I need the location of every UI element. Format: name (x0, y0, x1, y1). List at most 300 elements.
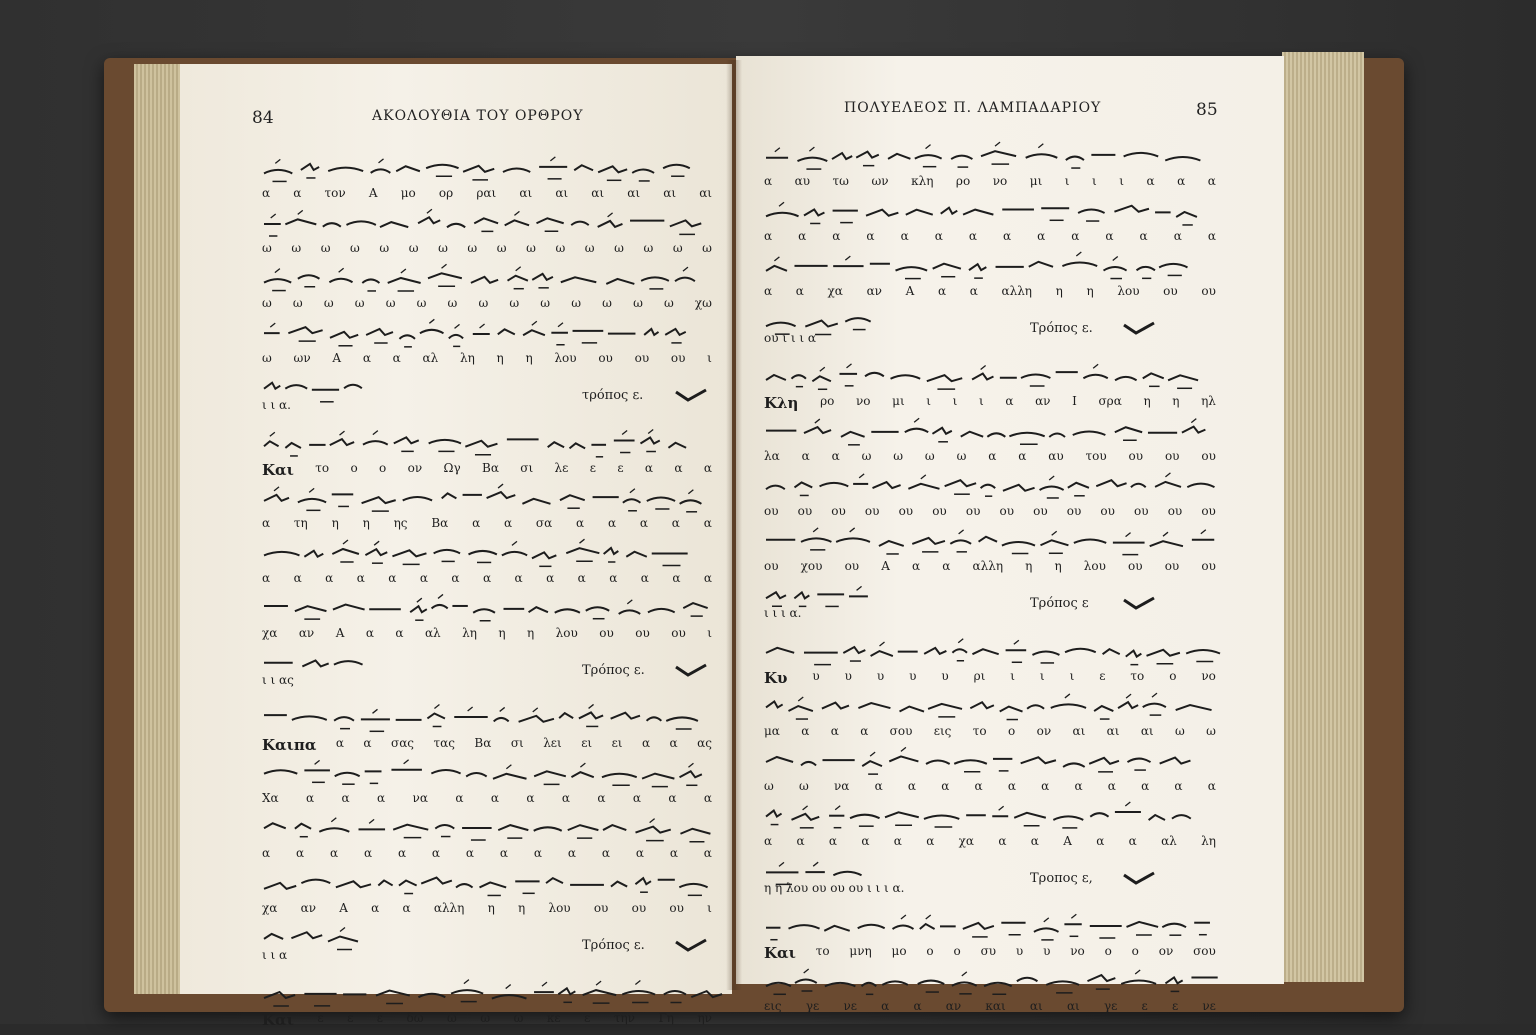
lyric-syllable: ο (1131, 944, 1139, 958)
neume-staff (764, 364, 1216, 394)
neume-mark (1009, 433, 1044, 437)
lyric-syllable: αλλη (972, 559, 1004, 573)
neume-mark (376, 991, 410, 996)
neume-mark (1168, 375, 1198, 380)
neume-mark (328, 168, 363, 172)
music-line (262, 266, 712, 320)
neume-mark (766, 213, 799, 217)
neume-mark (801, 762, 816, 766)
neume-mark (766, 757, 793, 762)
lyric-syllable: α (968, 229, 977, 243)
neume-mark (302, 660, 328, 666)
neume-mark (332, 549, 359, 554)
neume-mark (665, 329, 686, 335)
neume-mark (403, 497, 432, 501)
accent-mark (298, 210, 303, 214)
lyric-syllable: αι (1066, 999, 1080, 1013)
neume-mark (371, 169, 391, 173)
lyric-syllable: α (1207, 174, 1216, 188)
tropos-line (764, 584, 1216, 626)
neume-mark (602, 774, 637, 778)
lyric-syllable: ου (635, 626, 650, 640)
accent-mark (630, 489, 635, 493)
accent-mark (683, 267, 688, 271)
lyrics-row (764, 559, 1216, 579)
accent-mark (648, 430, 653, 434)
lyrics-row (262, 846, 712, 866)
neume-mark (396, 166, 420, 171)
neume-mark (766, 701, 783, 707)
lyrics-row (262, 351, 712, 371)
neume-mark (492, 995, 527, 999)
neume-staff (262, 156, 712, 186)
accent-mark (270, 323, 275, 327)
neume-mark (1063, 763, 1085, 767)
accent-mark (1113, 257, 1118, 261)
music-line (262, 706, 712, 760)
lyric-syllable: ω (526, 241, 536, 255)
accent-mark (506, 985, 511, 989)
neume-mark (559, 713, 573, 718)
lyric-syllable: ου (764, 559, 779, 573)
lyric-syllable: α (1096, 834, 1105, 848)
neume-mark (534, 827, 562, 831)
neume-mark (498, 825, 528, 830)
lyric-syllable: α (482, 571, 492, 585)
lyric-syllable: α (561, 791, 570, 805)
lyric-syllable: νο (1201, 669, 1216, 683)
neume-mark (330, 439, 354, 445)
lyric-syllable: ο (1104, 944, 1112, 958)
neume-mark (1049, 433, 1065, 437)
neume-mark (264, 279, 291, 283)
lyric-syllable: ι (707, 901, 712, 915)
accent-mark (857, 586, 862, 590)
lyric-syllable: α (900, 229, 909, 243)
lyric-syllable: ου (764, 504, 779, 518)
lyric-syllable: ω (861, 449, 872, 463)
neume-mark (410, 606, 427, 612)
lyric-syllable: αν (298, 626, 315, 640)
lyric-syllable: το (815, 944, 830, 958)
tropos-line (764, 859, 1216, 901)
lyric-syllable: α (362, 351, 371, 365)
lyric-syllable: ε (1141, 999, 1148, 1013)
lyric-syllable: ου (965, 504, 981, 518)
neume-mark (666, 717, 698, 721)
lyric-syllable: α (941, 779, 950, 793)
neume-staff (262, 321, 712, 351)
ison-mark (1122, 321, 1156, 337)
lyric-syllable: μι (892, 394, 905, 408)
lyric-syllable: α (295, 846, 305, 860)
neume-mark (1040, 540, 1068, 545)
lyric-syllable: η (1055, 284, 1063, 298)
lyrics-row (262, 571, 712, 591)
lyric-syllable: ηλ (1201, 394, 1216, 408)
neume-mark (648, 609, 675, 613)
lyric-syllable: ου (593, 901, 609, 915)
lyric-syllable: α (893, 834, 902, 848)
lyric-syllable: εις (933, 724, 952, 738)
neume-mark (896, 267, 928, 271)
neume-mark (365, 549, 387, 555)
lyrics-row (764, 834, 1216, 854)
lyric-syllable: ι (707, 351, 712, 365)
accent-mark (914, 418, 919, 422)
lyric-syllable: ε (589, 461, 596, 475)
lyric-syllable: ου (844, 559, 860, 573)
lyric-syllable: ον (1036, 724, 1052, 738)
lyric-syllable: α (640, 571, 649, 585)
lyric-syllable: αι (699, 186, 712, 200)
lyric-syllable: νε (843, 999, 857, 1013)
neume-staff (764, 694, 1216, 724)
left-page-header (180, 108, 732, 138)
neume-mark (951, 156, 972, 160)
lyric-syllable: α (397, 846, 407, 860)
lyric-syllable: α (567, 846, 576, 860)
neume-mark (1127, 922, 1159, 927)
neume-mark (871, 651, 893, 656)
neume-mark (866, 210, 898, 216)
lyric-syllable: ω (702, 241, 712, 255)
accent-mark (309, 488, 314, 492)
neume-mark (301, 164, 319, 170)
lyric-syllable: α (1207, 779, 1216, 793)
lyric-syllable: Βα (431, 516, 449, 530)
accent-mark (859, 474, 864, 478)
neume-mark (889, 756, 918, 761)
neume-staff (262, 266, 712, 296)
neume-mark (1094, 706, 1113, 711)
lyric-syllable: α (499, 846, 508, 860)
neume-mark (1121, 980, 1156, 984)
lyric-syllable: ου (670, 351, 686, 365)
lyric-syllable: η (331, 516, 339, 530)
lyrics-row (764, 449, 1216, 469)
neume-mark (626, 552, 647, 557)
neume-mark (885, 812, 919, 817)
lyric-syllable: α (1173, 229, 1182, 243)
neume-mark (1160, 758, 1191, 764)
neume-mark (1165, 157, 1200, 161)
neume-staff (262, 926, 382, 948)
lyric-syllable: α (1128, 834, 1137, 848)
neume-mark (1003, 485, 1035, 491)
neume-mark (1046, 981, 1079, 985)
lyric-syllable: σι (520, 461, 534, 475)
lyrics-row (262, 626, 712, 646)
neume-mark (583, 990, 617, 995)
accent-mark (374, 541, 379, 545)
neume-mark (1187, 484, 1214, 488)
neume-mark (680, 771, 702, 777)
lyric-syllable: τω (832, 174, 849, 188)
lyrics-row (764, 174, 1216, 194)
neume-mark (981, 485, 996, 489)
neume-mark (378, 880, 392, 885)
neume-mark (1014, 813, 1046, 818)
neume-mark (1074, 539, 1106, 543)
neume-mark (574, 165, 593, 170)
music-line (262, 321, 712, 375)
music-line (764, 749, 1216, 803)
lyric-syllable: ι (952, 394, 958, 408)
neume-mark (820, 483, 849, 487)
accent-mark (1165, 473, 1170, 477)
neume-mark (503, 169, 530, 173)
neume-mark (392, 550, 426, 556)
neume-mark (1143, 704, 1166, 708)
lyrics-row (764, 229, 1216, 249)
neume-staff (764, 804, 1216, 834)
accent-mark (921, 475, 926, 479)
lyric-syllable: ου (1201, 559, 1216, 573)
lyric-syllable: α (1177, 174, 1186, 188)
neume-mark (1034, 928, 1059, 932)
lyric-syllable: χα (262, 626, 278, 640)
accent-mark (798, 697, 803, 701)
lyric-syllable: α (635, 846, 644, 860)
neume-mark (1026, 154, 1058, 158)
music-line (262, 761, 712, 815)
neume-mark (264, 992, 295, 998)
neume-staff (262, 541, 712, 571)
lyric-syllable: Α (881, 559, 890, 573)
lyric-syllable: α (861, 834, 870, 848)
lyric-syllable: α (402, 901, 411, 915)
accent-mark (999, 806, 1004, 810)
accent-mark (958, 639, 963, 643)
neume-mark (766, 983, 791, 987)
neume-mark (1053, 816, 1083, 820)
ison-stroke (1124, 598, 1154, 608)
lyric-syllable: ου (634, 351, 650, 365)
neume-mark (812, 376, 831, 381)
accent-mark (340, 431, 345, 435)
neume-mark (285, 385, 307, 389)
neume-mark (972, 374, 993, 380)
neume-mark (1021, 375, 1050, 379)
right-running-title: ΠΟΛΥΕΛΕΟΣ Π. ΛΑΜΠΑΔΑΡΙΟΥ (844, 100, 1102, 116)
lyric-syllable: σα (535, 516, 553, 530)
neume-mark (623, 499, 641, 503)
lyric-syllable: κλη (911, 174, 934, 188)
neume-mark (427, 713, 445, 718)
left-page-edges (134, 64, 182, 994)
lyric-syllable: αυ (1048, 449, 1064, 463)
lyric-syllable: α (392, 351, 401, 365)
lyric-syllable: α (451, 571, 460, 585)
neume-mark (794, 482, 812, 487)
lyric-syllable: ου (1128, 559, 1143, 573)
accent-mark (270, 432, 275, 436)
neume-mark (362, 497, 396, 503)
neume-mark (1087, 975, 1115, 981)
lyric-syllable: μνη (849, 944, 872, 958)
neume-mark (664, 991, 686, 995)
music-line (764, 529, 1216, 583)
lyric-syllable: αι (519, 186, 533, 200)
lyric-syllable: αν (866, 284, 882, 298)
lyric-syllable: σου (889, 724, 913, 738)
neume-mark (640, 438, 659, 444)
lyric-syllable: α (1105, 229, 1114, 243)
lyric-syllable: Βα (474, 736, 492, 750)
neume-mark (264, 441, 279, 446)
lyric-syllable: α (419, 571, 428, 585)
lyric-syllable: ου (1201, 284, 1216, 298)
neume-mark (292, 716, 327, 720)
lyric-syllable: μο (891, 944, 907, 958)
lyric-syllable: α (1107, 779, 1116, 793)
lyric-syllable: ω (478, 296, 489, 310)
neume-mark (797, 158, 827, 162)
lyric-syllable: αλ (422, 351, 439, 365)
neume-mark (323, 223, 341, 227)
lyric-syllable: σι (510, 736, 524, 750)
lyric-syllable: α (526, 791, 535, 805)
neume-mark (471, 277, 498, 283)
accent-mark (580, 763, 585, 767)
neume-mark (1017, 978, 1038, 982)
neume-mark (394, 437, 419, 443)
lyric-syllable: η (1172, 394, 1180, 408)
neume-mark (1182, 427, 1205, 433)
accent-mark (688, 763, 693, 767)
accent-mark (813, 528, 818, 532)
accent-mark (995, 142, 1000, 146)
neume-mark (1029, 262, 1053, 267)
neume-mark (380, 222, 408, 227)
neume-staff (262, 376, 382, 398)
right-page-header (736, 100, 1284, 130)
neume-mark (1165, 977, 1182, 983)
lyric-syllable: η (525, 351, 533, 365)
music-line (262, 156, 712, 210)
neume-mark (442, 493, 457, 498)
neume-mark (1000, 707, 1023, 712)
neume-mark (399, 881, 417, 886)
neume-mark (421, 878, 452, 884)
lyric-syllable: α (306, 791, 315, 805)
lyric-syllable: ω (323, 296, 334, 310)
lyrics-row (262, 461, 712, 481)
neume-mark (1002, 542, 1035, 546)
neume-staff (262, 651, 382, 673)
neume-mark (1143, 373, 1164, 378)
neume-mark (1096, 480, 1126, 486)
lyric-syllable: α (395, 626, 404, 640)
neume-staff (262, 816, 712, 846)
lyric-syllable: αλ (424, 626, 441, 640)
lyric-syllable: γε (805, 999, 820, 1013)
neume-mark (972, 649, 998, 654)
lyric-syllable: α (377, 791, 386, 805)
lyric-syllable: σρα (1098, 394, 1122, 408)
accent-mark (1014, 640, 1019, 644)
neume-mark (264, 495, 289, 501)
lyric-syllable: ι (978, 394, 984, 408)
lyric-syllable: λου (555, 626, 578, 640)
neume-mark (468, 551, 496, 555)
neume-mark (534, 771, 566, 776)
lyric-syllable: η (1143, 394, 1151, 408)
lyric-syllable: ρο (955, 174, 971, 188)
neume-mark (426, 165, 458, 169)
lyric-syllable: α (764, 284, 773, 298)
neume-mark (474, 218, 498, 223)
lyric-syllable: τας (433, 736, 455, 750)
neume-mark (906, 210, 933, 215)
neume-mark (1066, 157, 1084, 161)
neume-mark (647, 717, 662, 721)
neume-staff (764, 914, 1216, 944)
lyric-syllable: κε (546, 1011, 561, 1025)
neume-mark (912, 538, 945, 544)
lyric-syllable: ω (924, 449, 935, 463)
gutter (726, 60, 742, 990)
neume-mark (926, 760, 950, 764)
accent-mark (369, 819, 374, 823)
music-line (764, 254, 1216, 308)
neume-mark (766, 375, 786, 380)
lyric-syllable: του (1085, 449, 1107, 463)
neume-mark (862, 983, 877, 987)
lyric-syllable: υ (844, 669, 852, 683)
lyric-syllable: Α (905, 284, 915, 298)
accent-mark (879, 642, 884, 646)
lyric-syllable: ι (1069, 669, 1075, 683)
neume-mark (622, 991, 655, 995)
neume-mark (571, 222, 589, 226)
neume-staff (262, 596, 712, 626)
accent-mark (850, 528, 855, 532)
neume-mark (1103, 649, 1120, 654)
neume-mark (663, 165, 690, 169)
accent-mark (1065, 694, 1070, 698)
neume-mark (456, 884, 473, 888)
lyric-syllable: ω (320, 241, 331, 255)
lyric-syllable: ε (1171, 999, 1179, 1013)
accent-mark (1044, 918, 1049, 922)
lyric-syllable: ου (1033, 504, 1048, 518)
lyric-syllable: α (601, 846, 610, 860)
accent-mark (434, 704, 439, 708)
neume-mark (566, 548, 599, 553)
neume-mark (1115, 377, 1137, 381)
lyric-syllable: α (335, 736, 344, 750)
lyric-syllable: Γη (658, 1011, 674, 1025)
neume-mark (795, 980, 817, 984)
neume-staff (262, 486, 712, 516)
lyric-syllable: Α (368, 186, 378, 200)
lyric-syllable: ω (354, 296, 365, 310)
lyric-syllable: α (639, 516, 648, 530)
accent-mark (438, 594, 443, 598)
neume-mark (924, 648, 946, 654)
neume-mark (680, 829, 710, 834)
lyric-syllable: σου (1193, 944, 1216, 958)
music-line (764, 694, 1216, 748)
accent-mark (1093, 364, 1098, 368)
neume-mark (1065, 649, 1096, 653)
neume-mark (1137, 267, 1155, 271)
lyric-syllable: α (937, 284, 947, 298)
accent-mark (804, 969, 809, 973)
lyric-syllable: και (985, 999, 1006, 1013)
